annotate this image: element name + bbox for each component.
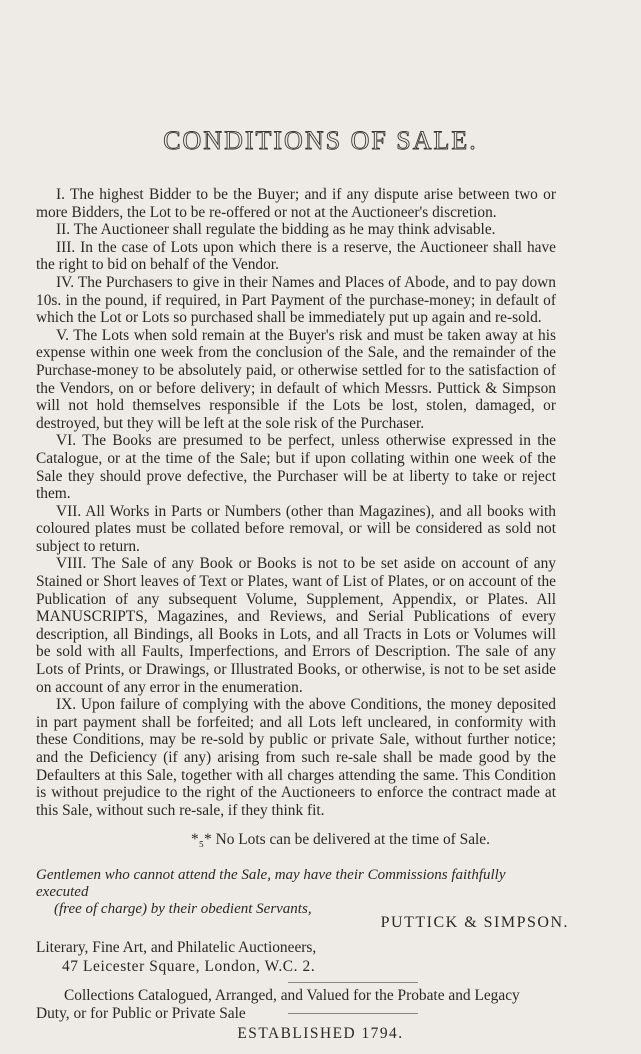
commission-line-1: Gentlemen who cannot attend the Sale, may have their Commissions faithfully executed [36, 867, 506, 900]
condition-item: VII. All Works in Parts or Numbers (other than Magazines), and all books with coloured plates must be collated before removal, or will be considered as sold not subject to return. [36, 502, 556, 555]
page-title: CONDITIONS OF SALE. [163, 126, 478, 155]
condition-item: IV. The Purchasers to give in their Names and Places of Abode, and to pay down 10s. in the pound, if required, in Part Payment of the purchase-money; in default of which the Lot or Lots so purchased shall be immediately put up again and re-sold. [36, 273, 556, 327]
collections-line-1: Collections Catalogued, Arranged, and Valued for the Probate and Legacy [64, 987, 520, 1004]
condition-item: III. In the case of Lots upon which there is a reserve, the Auctioneer shall have the right to bid on behalf of the Vendor. [36, 238, 556, 274]
conditions-list [36, 186, 556, 819]
condition-item: I. The highest Bidder to be the Buyer; and if any dispute arise between two or more Bidders, the Lot to be re-offered or not at the Auctioneer's discretion. [36, 186, 556, 221]
firm-name: PUTTICK & SIMPSON. [380, 914, 569, 931]
divider [288, 1013, 418, 1014]
delivery-note: *₅* No Lots can be delivered at the time of Sale. [191, 831, 490, 848]
condition-item: VIII. The Sale of any Book or Books is not to be set aside on account of any Stained or Short leaves of Text or Plates, want of List of Plates, or on account of the Publication of any subsequent Volume, Supplement, Appendix, or Plates. All MANUSCRIPTS, Magazines, and Reviews, and Serial Publications of every description, all Bindings, all Books in Lots, and all Tracts in Lots or Volumes will be sold with all Faults, Imperfections, and Errors of Description. The sale of any Lots of Prints, or Drawings, or Illustrated Books, or otherwise, is not to be set aside on account of any error in the enumeration. [36, 555, 556, 696]
condition-item: IX. Upon failure of complying with the above Conditions, the money deposited in part payment shall be forfeited; and all Lots left uncleared, in conformity with these Conditions, may be re-sold by public or private Sale, without further notice; and the Deficiency (if any) arising from such re-sale shall be made good by the Defaulters at this Sale, together with all charges attending the same. This Condition is without prejudice to the right of the Auctioneers to enforce the contract made at this Sale, without such re-sale, if they think fit. [36, 696, 556, 819]
established-line: ESTABLISHED 1794. [237, 1025, 404, 1042]
firm-address: 47 Leicester Square, London, W.C. 2. [62, 958, 316, 975]
condition-item: V. The Lots when sold remain at the Buyer's risk and must be taken away at his expense within one week from the conclusion of the Sale, and the remainder of the Purchase-money to be absolutely paid, or otherwise settled for to the satisfaction of the Vendors, on or before delivery; in default of which Messrs. Puttick & Simpson will not hold themselves responsible if the Lots be lost, stolen, damaged, or destroyed, but they will be left at the sole risk of the Purchaser. [36, 326, 556, 432]
commission-line-2: (free of charge) by their obedient Servants, [54, 901, 312, 917]
condition-item: VI. The Books are presumed to be perfect, unless otherwise expressed in the Catalogue, or at the time of the Sale; but if upon collating within one week of the Sale they should prove defective, the Purchaser will be at liberty to take or reject them. [36, 432, 556, 503]
collections-line-2: Duty, or for Public or Private Sale [36, 1004, 246, 1022]
divider [288, 982, 418, 983]
commission-notice [36, 867, 556, 918]
condition-item: II. The Auctioneer shall regulate the bidding as he may think advisable. [56, 221, 496, 239]
firm-description: Literary, Fine Art, and Philatelic Auctioneers, [36, 939, 317, 956]
collections-notice [36, 987, 606, 1022]
